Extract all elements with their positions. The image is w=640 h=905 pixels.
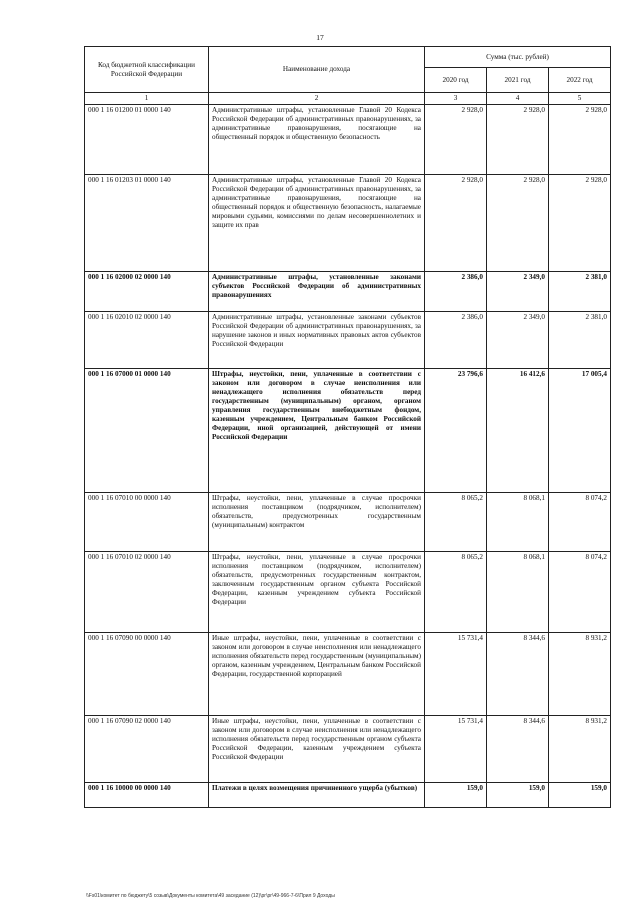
budget-code-cell: 000 1 16 01203 01 0000 140 bbox=[85, 175, 209, 272]
column-index: 2 bbox=[209, 93, 425, 105]
column-index: 3 bbox=[425, 93, 487, 105]
value-2022-cell: 2 381,0 bbox=[549, 272, 611, 312]
revenue-name-cell: Административные штрафы, установленные Главой 20 Кодекса Российской Федерации об административных правонарушениях, за административные правонарушения, посягающие на общественный порядок и общественную безопасность bbox=[209, 105, 425, 175]
value-2021-cell: 159,0 bbox=[487, 783, 549, 808]
column-index: 4 bbox=[487, 93, 549, 105]
value-2022-cell: 8 931,2 bbox=[549, 716, 611, 783]
table-row bbox=[85, 175, 611, 272]
table-row bbox=[85, 633, 611, 716]
page-number: 17 bbox=[316, 33, 324, 42]
file-path-footer: \\Fs01\комитет по бюджету\5 созыв\Документы комитета\49 заседание (12)\рг\рг\49-966-7-6\Прил 9 Доходы bbox=[86, 893, 335, 899]
value-2021-cell: 8 068,1 bbox=[487, 493, 549, 552]
value-2020-cell: 8 065,2 bbox=[425, 552, 487, 633]
value-2022-cell: 2 381,0 bbox=[549, 312, 611, 369]
budget-code-cell: 000 1 16 07010 00 0000 140 bbox=[85, 493, 209, 552]
revenue-name-cell: Штрафы, неустойки, пени, уплаченные в случае просрочки исполнения поставщиком (подрядчиком, исполнителем) обязательств, предусмотренных государственным (муниципальным) контрактом bbox=[209, 493, 425, 552]
budget-code-cell: 000 1 16 07010 02 0000 140 bbox=[85, 552, 209, 633]
value-2021-cell: 2 928,0 bbox=[487, 175, 549, 272]
value-2022-cell: 159,0 bbox=[549, 783, 611, 808]
value-2020-cell: 8 065,2 bbox=[425, 493, 487, 552]
value-2022-cell: 2 928,0 bbox=[549, 175, 611, 272]
header-year-2021: 2021 год bbox=[487, 68, 549, 93]
budget-code-cell: 000 1 16 02010 02 0000 140 bbox=[85, 312, 209, 369]
value-2020-cell: 2 386,0 bbox=[425, 312, 487, 369]
value-2020-cell: 159,0 bbox=[425, 783, 487, 808]
value-2021-cell: 2 349,0 bbox=[487, 272, 549, 312]
budget-code-cell: 000 1 16 02000 02 0000 140 bbox=[85, 272, 209, 312]
revenue-name-cell: Иные штрафы, неустойки, пени, уплаченные в соответствии с законом или договором в случае неисполнения или ненадлежащего исполнения обязательств перед государственным органом субъекта Российской Федерации, казенным учреждением субъекта Российской Федерации bbox=[209, 716, 425, 783]
revenue-name-cell: Административные штрафы, установленные законами субъектов Российской Федерации об административных правонарушениях bbox=[209, 272, 425, 312]
value-2022-cell: 8 074,2 bbox=[549, 552, 611, 633]
table-row bbox=[85, 493, 611, 552]
value-2020-cell: 15 731,4 bbox=[425, 716, 487, 783]
revenue-name-cell: Штрафы, неустойки, пени, уплаченные в соответствии с законом или договором в случае неисполнения или ненадлежащего исполнения обязательств перед государственным (муниципальным) органом, органом управления государственным внебюджетным фондом, казенным учреждением, Центральным банком Российской Федерации, иной организацией, действующей от имени Российской Федерации bbox=[209, 369, 425, 493]
table-row bbox=[85, 783, 611, 808]
table-row bbox=[85, 716, 611, 783]
table-row bbox=[85, 105, 611, 175]
value-2021-cell: 2 349,0 bbox=[487, 312, 549, 369]
header-name-column: Наименование дохода bbox=[209, 47, 425, 93]
value-2021-cell: 8 068,1 bbox=[487, 552, 549, 633]
value-2021-cell: 8 344,6 bbox=[487, 633, 549, 716]
value-2022-cell: 2 928,0 bbox=[549, 105, 611, 175]
budget-code-cell: 000 1 16 01200 01 0000 140 bbox=[85, 105, 209, 175]
value-2020-cell: 2 928,0 bbox=[425, 105, 487, 175]
header-year-2022: 2022 год bbox=[549, 68, 611, 93]
column-index: 1 bbox=[85, 93, 209, 105]
revenue-name-cell: Платежи в целях возмещения причиненного ущерба (убытков) bbox=[209, 783, 425, 808]
value-2020-cell: 2 928,0 bbox=[425, 175, 487, 272]
value-2021-cell: 2 928,0 bbox=[487, 105, 549, 175]
column-index: 5 bbox=[549, 93, 611, 105]
header-sum-column: Сумма (тыс. рублей) bbox=[425, 47, 611, 68]
value-2020-cell: 23 796,6 bbox=[425, 369, 487, 493]
budget-code-cell: 000 1 16 07000 01 0000 140 bbox=[85, 369, 209, 493]
value-2022-cell: 17 005,4 bbox=[549, 369, 611, 493]
value-2022-cell: 8 074,2 bbox=[549, 493, 611, 552]
value-2021-cell: 16 412,6 bbox=[487, 369, 549, 493]
header-code-column: Код бюджетной классификации Российской Федерации bbox=[85, 47, 209, 93]
column-index-row bbox=[85, 93, 611, 105]
table-row bbox=[85, 552, 611, 633]
revenue-name-cell: Административные штрафы, установленные законами субъектов Российской Федерации об административных правонарушениях, за нарушение законов и иных нормативных правовых актов субъектов Российской Федерации bbox=[209, 312, 425, 369]
value-2022-cell: 8 931,2 bbox=[549, 633, 611, 716]
table-row bbox=[85, 272, 611, 312]
table-row bbox=[85, 369, 611, 493]
value-2020-cell: 2 386,0 bbox=[425, 272, 487, 312]
value-2021-cell: 8 344,6 bbox=[487, 716, 549, 783]
revenue-name-cell: Административные штрафы, установленные Главой 20 Кодекса Российской Федерации об административных правонарушениях, за административные правонарушения, посягающие на общественный порядок и общественную безопасность, налагаемые мировыми судьями, комиссиями по делам несовершеннолетних и защите их прав bbox=[209, 175, 425, 272]
revenue-name-cell: Штрафы, неустойки, пени, уплаченные в случае просрочки исполнения поставщиком (подрядчиком, исполнителем) обязательств, предусмотренных государственным контрактом, заключенным государственным органом субъекта Российской Федерации, казенным учреждением субъекта Российской Федерации bbox=[209, 552, 425, 633]
table-row bbox=[85, 312, 611, 369]
table-body bbox=[85, 105, 611, 808]
revenue-name-cell: Иные штрафы, неустойки, пени, уплаченные в соответствии с законом или договором в случае неисполнения или ненадлежащего исполнения обязательств перед государственным (муниципальным) органом, казенным учреждением, Центральным банком Российской Федерации, государственной корпорацией bbox=[209, 633, 425, 716]
header-year-2020: 2020 год bbox=[425, 68, 487, 93]
revenue-table bbox=[84, 46, 611, 808]
value-2020-cell: 15 731,4 bbox=[425, 633, 487, 716]
budget-code-cell: 000 1 16 10000 00 0000 140 bbox=[85, 783, 209, 808]
budget-code-cell: 000 1 16 07090 00 0000 140 bbox=[85, 633, 209, 716]
budget-code-cell: 000 1 16 07090 02 0000 140 bbox=[85, 716, 209, 783]
